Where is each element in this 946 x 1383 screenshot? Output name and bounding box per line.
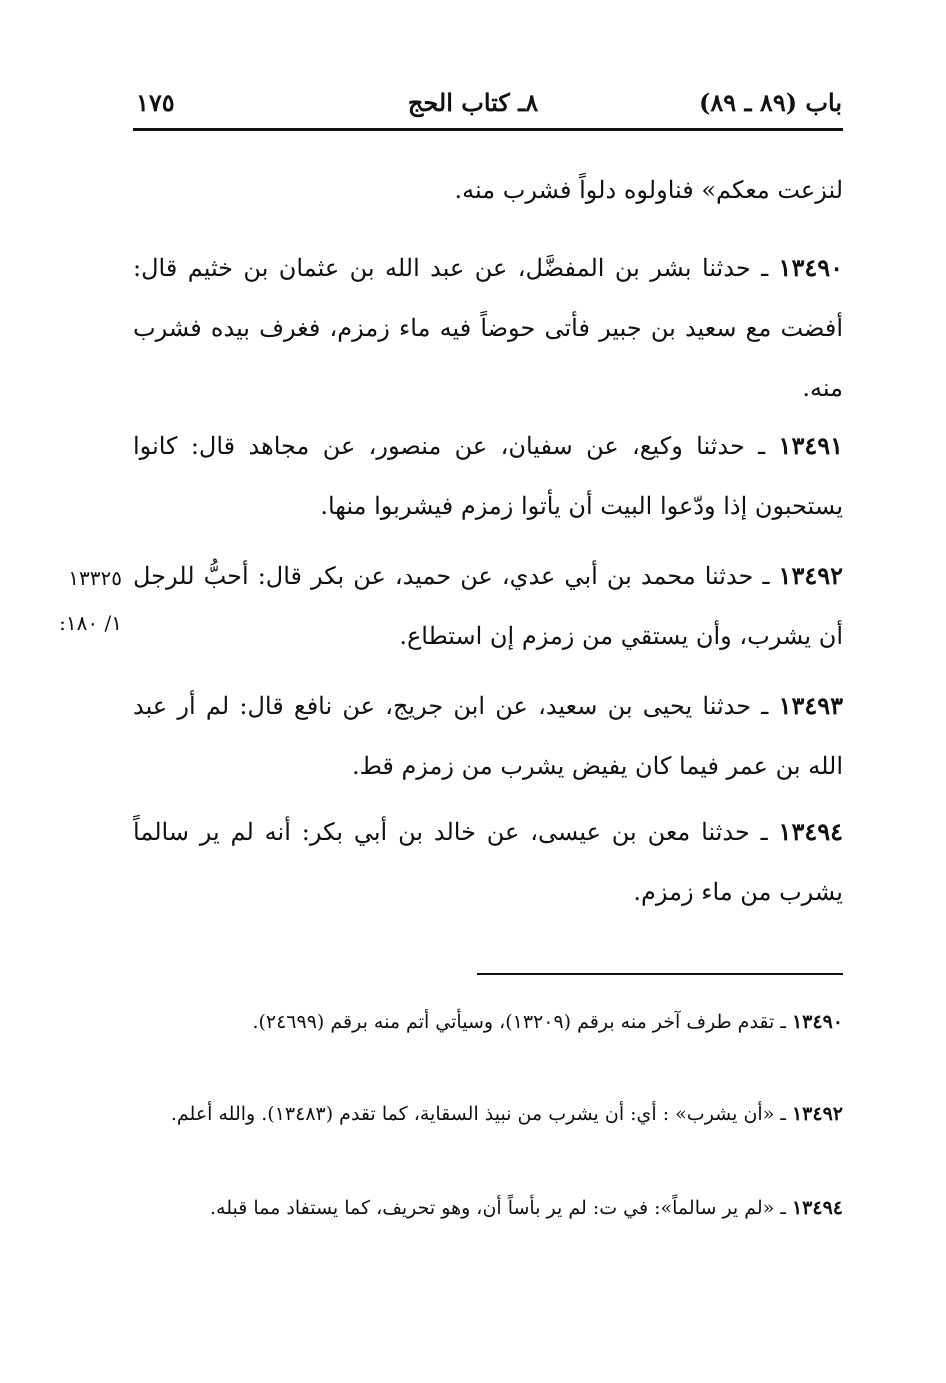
footnote (133, 1090, 843, 1138)
margin-volume-page: ١/ ١٨٠: (59, 611, 122, 635)
hadith-text: ـ حدثنا وكيع، عن سفيان، عن منصور، عن مجاهد قال: كانوا يستحبون إذا ودّعوا البيت أن يأتوا زمزم فيشربوا منها. (133, 432, 843, 520)
hadith-number: ١٣٤٩٣ (778, 691, 844, 720)
footnote-number: ١٣٤٩٠ (791, 1011, 843, 1033)
hadith-text: ـ حدثنا بشر بن المفضَّل، عن عبد الله بن عثمان بن خثيم قال: أفضت مع سعيد بن جبير فأتى حوضاً فيه ماء زمزم، فغرف بيده فشرب منه. (133, 254, 843, 402)
footnote-number: ١٣٤٩٤ (791, 1197, 843, 1219)
hadith-text: ـ حدثنا يحيى بن سعيد، عن ابن جريج، عن نافع قال: لم أر عبد الله بن عمر فيما كان يفيض يشرب من زمزم قط. (133, 692, 843, 780)
hadith-paragraph (133, 676, 843, 796)
hadith-number: ١٣٤٩٠ (778, 253, 843, 282)
paragraph-text: لنزعت معكم» فناولوه دلواً فشرب منه. (454, 176, 843, 204)
hadith-text: ـ حدثنا معن بن عيسى، عن خالد بن أبي بكر: أنه لم ير سالماً يشرب من ماء زمزم. (133, 818, 843, 906)
footnote (133, 998, 843, 1046)
hadith-number: ١٣٤٩٢ (778, 561, 843, 590)
margin-cross-reference: ١٣٣٢٥ (68, 566, 122, 590)
footnote-text: ـ «أن يشرب» : أي: أن يشرب من نبيذ السقاية، كما تقدم (١٣٤٨٣). والله أعلم. (170, 1103, 792, 1125)
footnote-text: ـ «لم ير سالماً»: في ت: لم ير بأساً أن، وهو تحريف، كما يستفاد مما قبله. (210, 1197, 792, 1219)
chapter-reference: باب (٨٩ ـ ٨٩) (699, 88, 842, 117)
header-rule (133, 128, 843, 131)
footnote-number: ١٣٤٩٢ (791, 1103, 843, 1125)
footnote-rule (477, 973, 843, 975)
footnote (133, 1184, 843, 1232)
hadith-number: ١٣٤٩١ (778, 431, 843, 460)
page-number: ١٧٥ (136, 88, 175, 117)
hadith-paragraph (133, 416, 843, 536)
hadith-paragraph (133, 238, 843, 418)
hadith-paragraph (133, 546, 843, 666)
hadith-text: ـ حدثنا محمد بن أبي عدي، عن حميد، عن بكر قال: أحبُّ للرجل أن يشرب، وأن يستقي من زمزم إن استطاع. (133, 562, 843, 650)
hadith-number: ١٣٤٩٤ (778, 817, 843, 846)
paragraph (133, 160, 843, 220)
hadith-paragraph (133, 802, 843, 922)
footnote-text: ـ تقدم طرف آخر منه برقم (١٣٢٠٩)، وسيأتي أتم منه برقم (٢٤٦٩٩). (252, 1011, 792, 1033)
book-title: ٨ـ كتاب الحج (407, 88, 539, 117)
